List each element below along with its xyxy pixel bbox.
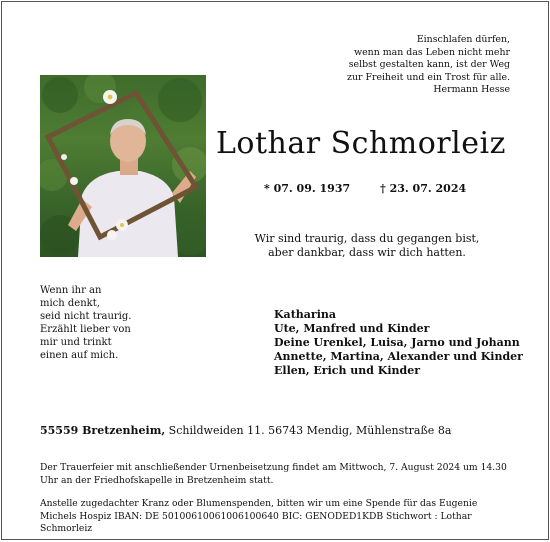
mourners-list [274, 308, 523, 378]
mourner-entry: Ellen, Erich und Kinder [274, 364, 421, 377]
birth-date: * 07. 09. 1937 [264, 182, 351, 195]
poem-line: selbst gestalten kann, ist der Weg [348, 59, 510, 71]
memorial-quote [227, 232, 507, 260]
verse-line: mir und trinkt [40, 337, 112, 348]
verse-line: mich denkt, [40, 298, 100, 309]
family-address [40, 424, 451, 437]
memorial-verse [40, 284, 131, 362]
mourner-entry: Deine Urenkel, Luisa, Jarno und Johann [274, 336, 520, 349]
verse-line: einen auf mich. [40, 350, 119, 361]
poem-line: zur Freiheit und ein Trost für alle. [347, 71, 510, 83]
deceased-name: Lothar Schmorleiz [216, 126, 506, 161]
obituary-notice [1, 1, 549, 540]
portrait-illustration [40, 75, 206, 257]
verse-line: seid nicht traurig. [40, 311, 132, 322]
portrait-photo [40, 75, 206, 257]
death-date: † 23. 07. 2024 [380, 182, 467, 195]
address-details: Schildweiden 11. 56743 Mendig, Mühlenstraße 8a [165, 424, 452, 437]
mourner-entry: Katharina [274, 308, 336, 321]
quote-line: Wir sind traurig, dass du gegangen bist, [254, 232, 480, 245]
mourner-entry: Ute, Manfred und Kinder [274, 322, 430, 335]
verse-line: Wenn ihr an [40, 285, 102, 296]
quote-line: aber dankbar, dass wir dich hatten. [268, 246, 466, 259]
poem-author: Hermann Hesse [433, 84, 510, 96]
poem [310, 34, 510, 97]
address-town: 55559 Bretzenheim, [40, 424, 166, 437]
donation-notice: Anstelle zugedachter Kranz oder Blumenspenden, bitten wir um eine Spende für das Eugenie Michels Hospiz IBAN: DE 50100610061006100640 BIC: GENODED1KDB Stichwort : Lothar Schmorleiz [40, 498, 478, 534]
mourner-entry: Annette, Martina, Alexander und Kinder [274, 350, 523, 363]
poem-line: Einschlafen dürfen, [416, 34, 510, 45]
poem-line: wenn man das Leben nicht mehr [354, 46, 510, 58]
funeral-notice: Der Trauerfeier mit anschließender Urnenbeisetzung findet am Mittwoch, 7. August 2024 um 14.30 Uhr an der Friedhofskapelle in Bretzenheim statt. [40, 462, 507, 486]
verse-line: Erzählt lieber von [40, 324, 131, 335]
